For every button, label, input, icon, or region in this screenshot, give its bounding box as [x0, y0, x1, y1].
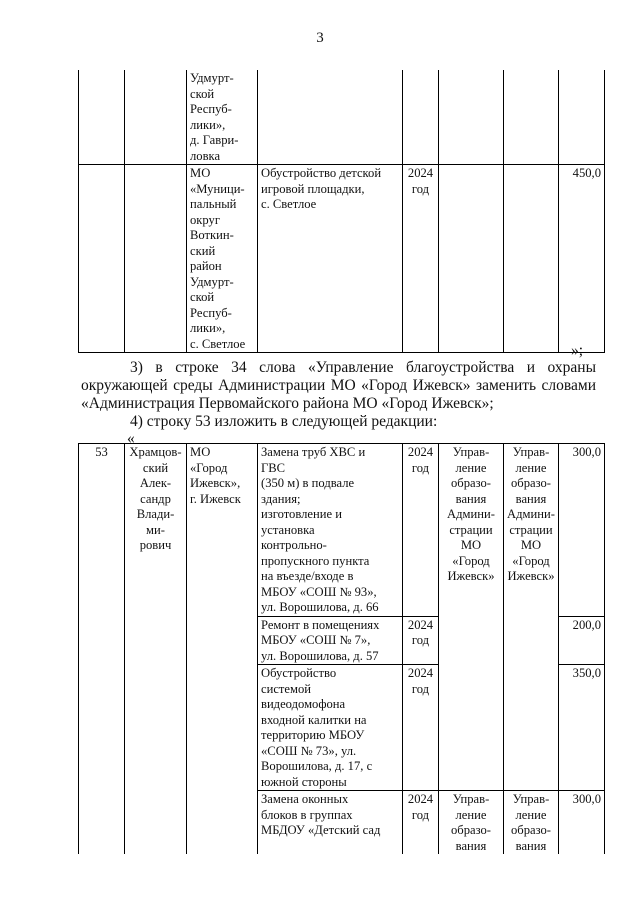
mo-cell: МО «Муници- пальный округ Воткин- ский район Удмурт- ской Респуб- лики», с. Светлое [187, 165, 258, 353]
paragraph-3-line-1: 3) в строке 34 слова «Управление благоустройства и охраны [130, 359, 596, 376]
measure-cell: Ремонт в помещениях МБОУ «СОШ № 7», ул. Ворошилова, д. 57 [258, 616, 403, 665]
year-cell: 2024 год [403, 165, 439, 353]
amount-cell: 350,0 [559, 665, 605, 791]
table-cell [559, 70, 605, 165]
table-cell [125, 70, 187, 165]
recipient-cell: Управ- ление образо- вания Админи- страции МО «Город Ижевск» [504, 444, 559, 791]
open-quote: « [127, 430, 135, 447]
table-cell [258, 70, 403, 165]
measure-cell: Замена оконных блоков в группах МБДОУ «Детский сад [258, 791, 403, 855]
amount-cell: 450,0 [559, 165, 605, 353]
amount-cell: 300,0 [559, 444, 605, 617]
measure-cell: Обустройство системой видеодомофона входной калитки на территорию МБОУ «СОШ № 73», ул. Ворошилова, д. 17, с южной стороны [258, 665, 403, 791]
table-cell [439, 165, 504, 353]
customer-cell: Управ- ление образо- вания [439, 791, 504, 855]
deputy-cell: Храмцов- ский Алек- сандр Влади- ми- рович [125, 444, 187, 855]
table-cell [439, 70, 504, 165]
paragraph-3-line-3: «Администрация Первомайского района МО «Город Ижевск»; [81, 395, 494, 412]
amount-cell: 200,0 [559, 616, 605, 665]
bottom-table [78, 443, 605, 854]
mo-cell: МО «Город Ижевск», г. Ижевск [187, 444, 258, 855]
top-table-row [79, 70, 605, 165]
measure-cell: Замена труб ХВС и ГВС (350 м) в подвале здания; изготовление и установка контрольно- пропускного пункта на въезде/входе в МБОУ «СОШ № 93», ул. Ворошилова, д. 66 [258, 444, 403, 617]
table-cell [403, 70, 439, 165]
amount-cell: 300,0 [559, 791, 605, 855]
top-table-row [79, 165, 605, 353]
paragraph-3-line-2: окружающей среды Администрации МО «Город Ижевск» заменить словами [81, 377, 596, 394]
table-row [79, 444, 605, 617]
table-cell [79, 70, 125, 165]
recipient-cell: Управ- ление образо- вания [504, 791, 559, 855]
top-table [78, 70, 605, 353]
year-cell: 2024 год [403, 791, 439, 855]
measure-cell: Обустройство детской игровой площадки, с. Светлое [258, 165, 403, 353]
year-cell: 2024 год [403, 444, 439, 617]
mo-cell: Удмурт- ской Респуб- лики», д. Гаври- ловка [187, 70, 258, 165]
page-number: 3 [316, 30, 324, 46]
year-cell: 2024 год [403, 665, 439, 791]
table-cell [125, 165, 187, 353]
year-cell: 2024 год [403, 616, 439, 665]
table-cell [504, 165, 559, 353]
table-cell [79, 165, 125, 353]
closing-quote: »; [571, 342, 584, 359]
customer-cell: Управ- ление образо- вания Админи- страции МО «Город Ижевск» [439, 444, 504, 791]
paragraph-4: 4) строку 53 изложить в следующей редакции: [130, 413, 438, 430]
row-number: 53 [79, 444, 125, 855]
table-cell [504, 70, 559, 165]
